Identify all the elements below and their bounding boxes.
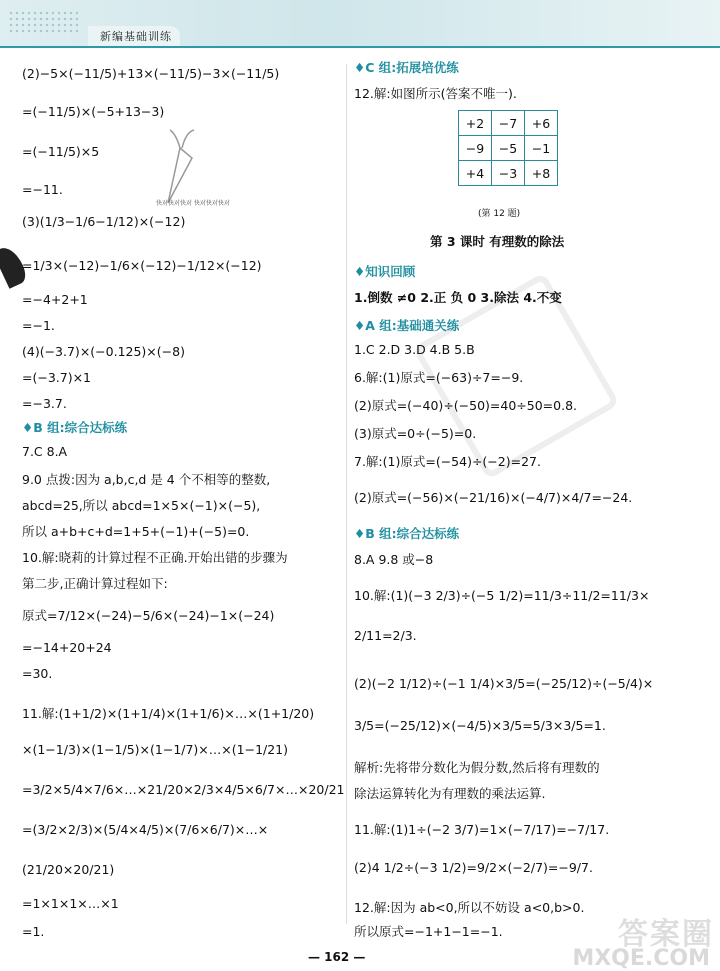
a6-line-2: (2)原式=(−40)÷(−50)=40÷50=0.8. bbox=[354, 398, 578, 413]
lesson-title: 第 3 课时 有理数的除法 bbox=[430, 234, 565, 249]
left-line-11: =−3.7. bbox=[22, 396, 67, 411]
figure-caption: (第 12 题) bbox=[478, 209, 521, 219]
a6-line-1: 6.解:(1)原式=(−63)÷7=−9. bbox=[354, 370, 524, 385]
left-line-7: =−4+2+1 bbox=[22, 292, 88, 307]
a6-line-3: (3)原式=0÷(−5)=0. bbox=[354, 426, 477, 441]
magic-square-grid bbox=[458, 110, 558, 186]
right-section-a: ♦A 组:基础通关练 bbox=[354, 318, 460, 333]
column-divider bbox=[346, 64, 347, 924]
grid-row bbox=[459, 136, 558, 161]
b10-line-2: 2/11=2/3. bbox=[354, 628, 417, 643]
grid-cell: −5 bbox=[492, 136, 525, 161]
left-section-b: ♦B 组:综合达标练 bbox=[22, 420, 128, 435]
grid-row bbox=[459, 111, 558, 136]
b10-line-3: (2)(−2 1/12)÷(−1 1/4)×3/5=(−25/12)÷(−5/4)× bbox=[354, 676, 654, 691]
left-line-8: =−1. bbox=[22, 318, 55, 333]
carrot-icon bbox=[150, 128, 210, 208]
grid-row bbox=[459, 161, 558, 186]
q11-line-5: (21/20×20/21) bbox=[22, 862, 115, 877]
left-line-4: =−11. bbox=[22, 182, 63, 197]
left-line-9: (4)(−3.7)×(−0.125)×(−8) bbox=[22, 344, 185, 359]
watermark-url: MXQE.COM bbox=[572, 946, 710, 971]
left-line-10: =(−3.7)×1 bbox=[22, 370, 92, 385]
b8-answers: 8.A 9.8 或−8 bbox=[354, 552, 434, 567]
header-dots-decoration bbox=[8, 10, 78, 36]
b12-line-1: 12.解:因为 ab<0,所以不妨设 a<0,b>0. bbox=[354, 900, 585, 915]
left-line-6: =1/3×(−12)−1/6×(−12)−1/12×(−12) bbox=[22, 258, 262, 273]
grid-cell: −1 bbox=[525, 136, 558, 161]
q10-line-3: 原式=7/12×(−24)−5/6×(−24)−1×(−24) bbox=[22, 608, 275, 623]
q9-line-2: abcd=25,所以 abcd=1×5×(−1)×(−5), bbox=[22, 498, 261, 513]
b10-line-1: 10.解:(1)(−3 2/3)÷(−5 1/2)=11/3÷11/2=11/3× bbox=[354, 588, 650, 603]
q7-answer: 7.C 8.A bbox=[22, 444, 68, 459]
q11-line-2: ×(1−1/3)×(1−1/5)×(1−1/7)×…×(1−1/21) bbox=[22, 742, 289, 757]
b11-line-2: (2)4 1/2÷(−3 1/2)=9/2×(−2/7)=−9/7. bbox=[354, 860, 593, 875]
grid-cell: +4 bbox=[459, 161, 492, 186]
q9-line-3: 所以 a+b+c+d=1+5+(−1)+(−5)=0. bbox=[22, 524, 250, 539]
b10-analysis-1: 解析:先将带分数化为假分数,然后将有理数的 bbox=[354, 760, 600, 775]
right-section-c: ♦C 组:拓展培优练 bbox=[354, 60, 459, 75]
carrot-caption: 快对快对快对 快对快对快对 bbox=[156, 200, 230, 207]
b12-line-2: 所以原式=−1+1−1=−1. bbox=[354, 924, 503, 939]
left-line-5: (3)(1/3−1/6−1/12)×(−12) bbox=[22, 214, 186, 229]
q10-line-2: 第二步,正确计算过程如下: bbox=[22, 576, 168, 591]
right-section-knowledge: ♦知识回顾 bbox=[354, 264, 416, 279]
a7-line-1: 7.解:(1)原式=(−54)÷(−2)=27. bbox=[354, 454, 541, 469]
grid-cell: −7 bbox=[492, 111, 525, 136]
grid-cell: +6 bbox=[525, 111, 558, 136]
left-line-1: (2)−5×(−11/5)+13×(−11/5)−3×(−11/5) bbox=[22, 66, 280, 81]
right-section-b: ♦B 组:综合达标练 bbox=[354, 526, 460, 541]
q12-line: 12.解:如图所示(答案不唯一). bbox=[354, 86, 517, 101]
q10-line-4: =−14+20+24 bbox=[22, 640, 112, 655]
q11-line-6: =1×1×1×…×1 bbox=[22, 896, 119, 911]
b10-analysis-2: 除法运算转化为有理数的乘法运算. bbox=[354, 786, 546, 801]
a7-line-2: (2)原式=(−56)×(−21/16)×(−4/7)×4/7=−24. bbox=[354, 490, 633, 505]
q11-line-3: =3/2×5/4×7/6×…×21/20×2/3×4/5×6/7×…×20/21 bbox=[22, 782, 345, 797]
watermark-logo: 答案圈 bbox=[618, 917, 714, 952]
a1-answers: 1.C 2.D 3.D 4.B 5.B bbox=[354, 342, 475, 357]
q11-line-4: =(3/2×2/3)×(5/4×4/5)×(7/6×6/7)×…× bbox=[22, 822, 269, 837]
grid-cell: +2 bbox=[459, 111, 492, 136]
q9-line-1: 9.0 点拨:因为 a,b,c,d 是 4 个不相等的整数, bbox=[22, 472, 271, 487]
grid-cell: −3 bbox=[492, 161, 525, 186]
q10-line-1: 10.解:晓莉的计算过程不正确.开始出错的步骤为 bbox=[22, 550, 288, 565]
grid-cell: +8 bbox=[525, 161, 558, 186]
q10-line-5: =30. bbox=[22, 666, 53, 681]
left-line-3: =(−11/5)×5 bbox=[22, 144, 100, 159]
b10-line-4: 3/5=(−25/12)×(−4/5)×3/5=5/3×3/5=1. bbox=[354, 718, 606, 733]
page-number: — 162 — bbox=[308, 950, 366, 964]
q11-line-7: =1. bbox=[22, 924, 45, 939]
b11-line-1: 11.解:(1)1÷(−2 3/7)=1×(−7/17)=−7/17. bbox=[354, 822, 610, 837]
grid-cell: −9 bbox=[459, 136, 492, 161]
knowledge-answers: 1.倒数 ≠0 2.正 负 0 3.除法 4.不变 bbox=[354, 290, 562, 305]
q11-line-1: 11.解:(1+1/2)×(1+1/4)×(1+1/6)×…×(1+1/20) bbox=[22, 706, 315, 721]
header-rule bbox=[0, 46, 720, 48]
left-line-2: =(−11/5)×(−5+13−3) bbox=[22, 104, 165, 119]
header-title: 新编基础训练 bbox=[100, 30, 172, 43]
